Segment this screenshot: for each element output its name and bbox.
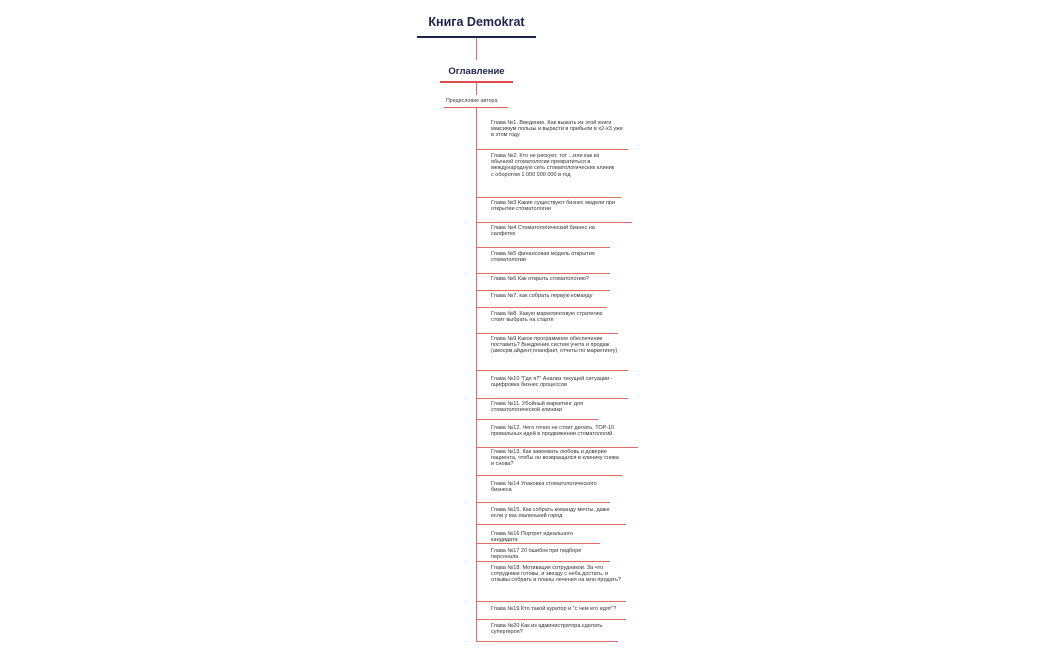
chapter-label: Глава №8. Какую маркетинговую стратегию стоит выбрать на старте xyxy=(491,311,603,324)
chapter-label: Глава №1. Введение. Как выжать из этой книги максимум пользы и вырасти в прибыли в х2-х3 уже в этом году xyxy=(491,120,623,139)
chapter-node[interactable] xyxy=(476,398,598,420)
preface-node[interactable] xyxy=(444,95,508,108)
chapter-node[interactable] xyxy=(476,562,626,602)
chapter-label: Глава №13. Как завоевать любовь и доверие пациента, чтобы он возвращался в клинику снова и снова? xyxy=(491,449,619,468)
chapter-node[interactable] xyxy=(476,197,632,223)
chapter-node[interactable] xyxy=(476,273,610,291)
chapter-label: Глава №3 Какие существуют бизнес модели при открытии стоматологии xyxy=(491,200,615,213)
chapter-label: Глава №20 Как из администратора сделать супергероя? xyxy=(491,623,603,636)
chapter-label: Глава №19 Кто такой куратор и "с чем его едят"? xyxy=(491,606,617,612)
chapter-node[interactable] xyxy=(476,545,610,562)
chapter-node[interactable] xyxy=(476,333,628,371)
chapter-node[interactable] xyxy=(476,422,638,448)
chapter-node[interactable] xyxy=(476,117,628,150)
chapter-label: Глава №5 финансовая модель открытия стоматологии xyxy=(491,251,595,264)
chapter-node[interactable] xyxy=(476,528,600,544)
chapter-node[interactable] xyxy=(476,478,610,503)
connector-root xyxy=(476,38,477,60)
chapter-node[interactable] xyxy=(476,248,610,274)
chapter-node[interactable] xyxy=(476,150,621,198)
chapter-label: Глава №9 Какое программное обеспечение поставить? Внедрение систем учета и продаж (амосрм,айдент,планфакт, отчеты по маркетингу) xyxy=(491,336,618,355)
chapter-node[interactable] xyxy=(476,446,622,476)
chapter-label: Глава №11. Убойный маркетинг для стоматологической клиники xyxy=(491,401,584,414)
root-title: Книга Demokrat xyxy=(428,15,525,29)
chapter-label: Глава №7. как собрать первую команду xyxy=(491,293,593,299)
chapter-label: Глава №18. Мотивация сотрудников. За что сотрудники готовы, и звезду с неба достать, и отзывы собрать и планы лечения на млн продать? xyxy=(491,565,622,584)
chapter-node[interactable] xyxy=(476,222,610,248)
connector-toc xyxy=(476,83,477,95)
chapter-label: Глава №15. Как собрать команду мечты, даже если у вас маленький город xyxy=(491,507,610,520)
chapter-node[interactable] xyxy=(476,603,626,620)
root-node[interactable] xyxy=(417,8,536,38)
chapter-label: Глава №6 Как открыть стоматологию? xyxy=(491,276,589,282)
chapter-node[interactable] xyxy=(476,290,607,308)
chapter-label: Глава №14 Упаковка стоматологического бизнеса xyxy=(491,481,597,494)
toc-node[interactable] xyxy=(440,60,513,83)
chapter-label: Глава №2. Кто не рискует, тот ...или как из обычной стоматологии превратиться в международную сеть стоматологических клиник с оборотом 1 000 000 000 в год xyxy=(491,153,615,178)
chapter-label: Глава №17 20 ошибок при подборе персонала xyxy=(491,548,582,561)
preface-label: Предисловие автора xyxy=(446,98,498,104)
chapter-node[interactable] xyxy=(476,373,628,399)
chapter-node[interactable] xyxy=(476,504,626,525)
toc-title: Оглавление xyxy=(448,66,505,77)
chapter-label: Глава №12. Чего точно не стоит делать. ТОР-10 провальных идей в продвижении стоматологий. xyxy=(491,425,615,438)
chapter-label: Глава №4 Стоматологический бизнес на салфетке xyxy=(491,225,595,238)
chapter-label: Глава №16 Портрет идеального кандидата xyxy=(491,531,573,544)
chapter-node[interactable] xyxy=(476,308,618,334)
chapter-label: Глава №10 "Где я?" Анализ текущей ситуации - оцифровка бизнес процессов xyxy=(491,376,613,389)
chapter-node[interactable] xyxy=(476,620,618,642)
